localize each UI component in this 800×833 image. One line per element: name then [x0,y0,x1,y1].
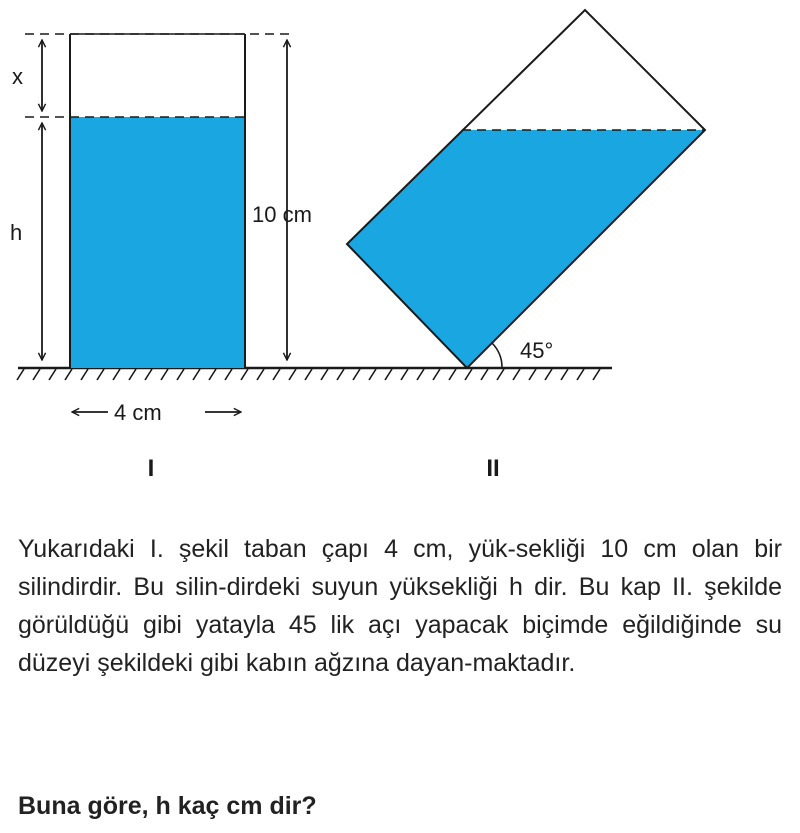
hatch-mark [401,369,408,380]
hatch-mark [81,369,88,380]
hatch-mark [209,369,216,380]
hatch-mark [369,369,376,380]
hatch-mark [177,369,184,380]
label-diameter: 4 cm [114,400,162,425]
hatch-mark [577,369,584,380]
hatch-mark [385,369,392,380]
hatch-mark [161,369,168,380]
hatch-mark [321,369,328,380]
hatch-mark [481,369,488,380]
problem-text: Yukarıdaki I. şekil taban çapı 4 cm, yük-sekliği 10 cm olan bir silindirdir. Bu silin-dirdeki suyun yüksekliği h dir. Bu kap II. şekilde görüldüğü gibi yatayla 45 lik açı yapacak biçimde eğildiğinde su düzeyi şekildeki gibi kabın ağzına dayan-maktadır. [18,535,782,677]
hatch-mark [593,369,600,380]
label-figure-2: II [486,455,500,482]
hatch-mark [33,369,40,380]
cylinder-tilted [347,10,705,368]
hatch-mark [337,369,344,380]
hatch-mark [129,369,136,380]
question-text: Buna göre, h kaç cm dir? [18,792,317,820]
water-upright [70,117,245,368]
hatch-mark [529,369,536,380]
hatch-mark [257,369,264,380]
hatch-mark [497,369,504,380]
label-height: 10 cm [252,202,312,227]
hatch-mark [65,369,72,380]
ground-hatching [17,369,600,380]
hatch-mark [433,369,440,380]
hatch-mark [513,369,520,380]
label-h: h [10,220,23,245]
hatch-mark [97,369,104,380]
water-tilted [347,130,705,368]
hatch-mark [145,369,152,380]
hatch-mark [465,369,472,380]
hatch-mark [305,369,312,380]
hatch-mark [193,369,200,380]
hatch-mark [353,369,360,380]
cylinder-upright [70,34,245,368]
hatch-mark [545,369,552,380]
hatch-mark [273,369,280,380]
hatch-mark [449,369,456,380]
hatch-mark [561,369,568,380]
label-x: x [12,64,23,89]
label-angle: 45° [520,338,554,363]
hatch-mark [113,369,120,380]
hatch-mark [225,369,232,380]
hatch-mark [49,369,56,380]
hatch-mark [17,369,24,380]
hatch-mark [417,369,424,380]
hatch-mark [289,369,296,380]
ground [17,368,612,380]
hatch-mark [241,369,248,380]
label-figure-1: I [147,455,155,482]
angle-arc [492,343,502,368]
